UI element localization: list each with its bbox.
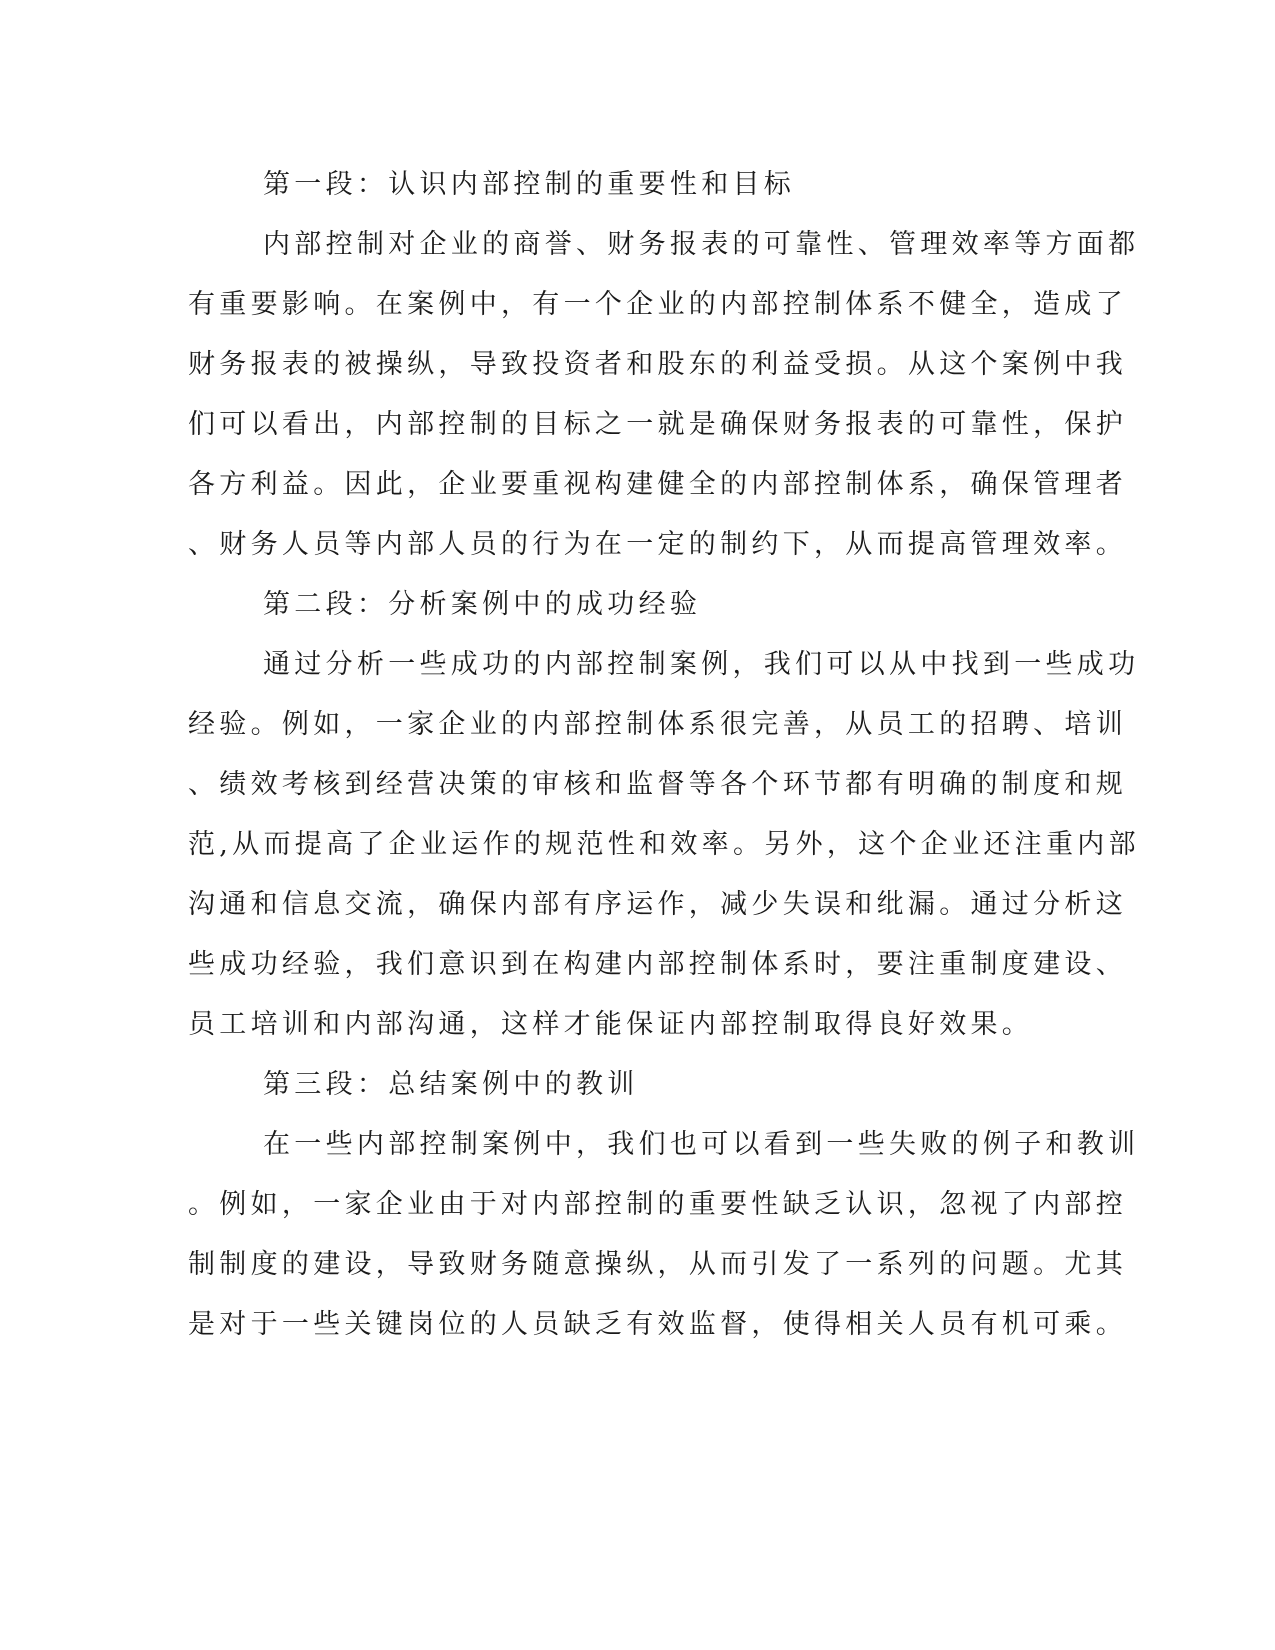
section-3-line-4: 是对于一些关键岗位的人员缺乏有效监督，使得相关人员有机可乘。 — [188, 1309, 1127, 1340]
section-1-line-3: 财务报表的被操纵，导致投资者和股东的利益受损。从这个案例中我 — [188, 349, 1127, 380]
section-2-heading: 第二段：分析案例中的成功经验 — [263, 589, 702, 620]
section-2-line-3: 、绩效考核到经营决策的审核和监督等各个环节都有明确的制度和规 — [188, 769, 1127, 800]
section-2-line-5: 沟通和信息交流，确保内部有序运作，减少失误和纰漏。通过分析这 — [188, 889, 1127, 920]
section-3-line-2: 。例如，一家企业由于对内部控制的重要性缺乏认识，忽视了内部控 — [188, 1189, 1127, 1220]
section-1-heading: 第一段：认识内部控制的重要性和目标 — [263, 169, 796, 200]
section-3-heading: 第三段：总结案例中的教训 — [263, 1069, 639, 1100]
section-3-line-1: 在一些内部控制案例中，我们也可以看到一些失败的例子和教训 — [263, 1129, 1140, 1160]
section-2-line-6: 些成功经验，我们意识到在构建内部控制体系时，要注重制度建设、 — [188, 949, 1127, 980]
section-1-line-5: 各方利益。因此，企业要重视构建健全的内部控制体系，确保管理者 — [188, 469, 1127, 500]
section-1-line-1: 内部控制对企业的商誉、财务报表的可靠性、管理效率等方面都 — [263, 229, 1140, 260]
section-2-line-2: 经验。例如，一家企业的内部控制体系很完善，从员工的招聘、培训 — [188, 709, 1127, 740]
section-1-line-2: 有重要影响。在案例中，有一个企业的内部控制体系不健全，造成了 — [188, 289, 1127, 320]
section-3-line-3: 制制度的建设，导致财务随意操纵，从而引发了一系列的问题。尤其 — [188, 1249, 1127, 1280]
section-2-line-7: 员工培训和内部沟通，这样才能保证内部控制取得良好效果。 — [188, 1009, 1034, 1040]
section-1-line-4: 们可以看出，内部控制的目标之一就是确保财务报表的可靠性，保护 — [188, 409, 1127, 440]
section-2-line-4: 范,从而提高了企业运作的规范性和效率。另外，这个企业还注重内部 — [188, 829, 1140, 860]
section-1-line-6: 、财务人员等内部人员的行为在一定的制约下，从而提高管理效率。 — [188, 529, 1127, 560]
section-2-line-1: 通过分析一些成功的内部控制案例，我们可以从中找到一些成功 — [263, 649, 1140, 680]
